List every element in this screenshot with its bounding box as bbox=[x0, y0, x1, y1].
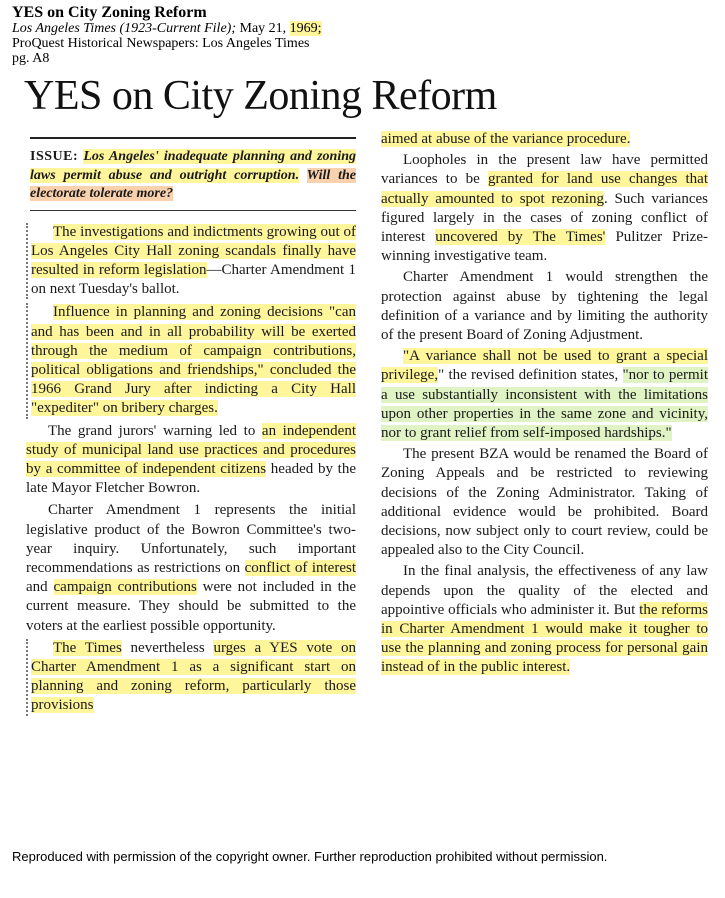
paragraph-10-a: In the final analysis, the effectiveness of any law depends upon the quality of the elected and appointive officials who administer it. But bbox=[381, 563, 708, 618]
paragraph-10-highlight: the reforms in Charter Amendment 1 would make it tougher to use the planning and zoning process for personal gain instead of in the public interest. bbox=[381, 601, 708, 676]
issue-text-1: Los Angeles' inadequate planning and zoning laws permit abuse and outright corruption. bbox=[30, 149, 357, 183]
citation-year: 1969; bbox=[289, 21, 322, 36]
paragraph-7: Charter Amendment 1 would strengthen the protection against abuse by tightening the legal definition of a variance and by limiting the authority of the present Board of Zoning Adjustment. bbox=[381, 269, 708, 344]
paragraph-9: The present BZA would be renamed the Board of Zoning Appeals and be restricted to reviewing decisions of the Zoning Administrator. Taking of additional evidence would be prohibited. Board decisions, now subject only to court review, could be appealed also to the City Council. bbox=[381, 446, 708, 559]
paragraph-5-highlight-2: urges a YES vote on Charter Amendment 1 as a significant start on planning and zoning reform, particularly those provisions bbox=[31, 639, 356, 714]
citation-title: YES on City Zoning Reform bbox=[12, 4, 207, 21]
paragraph-5 bbox=[26, 639, 356, 716]
citation-page: pg. A8 bbox=[12, 51, 50, 66]
citation-block bbox=[12, 4, 322, 66]
paragraph-1-rest: —Charter Amendment 1 on next Tuesday's ballot. bbox=[31, 261, 356, 298]
paragraph-6 bbox=[381, 151, 708, 266]
paragraph-4 bbox=[26, 501, 356, 635]
paragraph-8 bbox=[381, 347, 708, 443]
paragraph-3-highlight: an independent study of municipal land use practices and procedures by a committee of independent citizens bbox=[26, 422, 356, 477]
copyright-footer: Reproduced with permission of the copyright owner. Further reproduction prohibited without permission. bbox=[12, 849, 608, 864]
article-column-left bbox=[26, 148, 356, 716]
paragraph-6-highlight-1: granted for land use changes that actually amounted to spot rezoning bbox=[381, 171, 708, 207]
issue-box bbox=[30, 148, 356, 211]
paragraph-6-highlight-2: uncovered by The Times' bbox=[435, 229, 606, 246]
paragraph-2 bbox=[26, 303, 356, 418]
issue-text-2: Will the electorate tolerate more? bbox=[30, 167, 356, 201]
paragraph-8-highlight-1: "A variance shall not be used to grant a special privilege, bbox=[381, 348, 708, 384]
citation-database: ProQuest Historical Newspapers: Los Angeles Times bbox=[12, 36, 310, 51]
paragraph-8-highlight-2: "nor to permit a use substantially inconsistent with the limitations upon other properties in the same zone and vicinity, nor to grant relief from self-imposed hardships." bbox=[381, 367, 708, 442]
paragraph-continued-highlight: aimed at abuse of the variance procedure. bbox=[381, 131, 631, 147]
paragraph-3 bbox=[26, 422, 356, 499]
paragraph-1-highlight: The investigations and indictments growing out of Los Angeles City Hall zoning scandals finally have resulted in reform legislation bbox=[31, 223, 356, 278]
paragraph-1 bbox=[26, 223, 356, 300]
citation-source-line bbox=[12, 21, 322, 36]
citation-source: Los Angeles Times (1923-Current File); bbox=[12, 21, 236, 36]
article-column-right bbox=[381, 130, 708, 678]
paragraph-4-a: Charter Amendment 1 represents the initial legislative product of the Bowron Committee's two-year inquiry. Unfortunately, such important recommendations as restrictions on bbox=[26, 502, 356, 576]
paragraph-6-b: . Such variances figured largely in the cases of zoning conflict of interest bbox=[381, 190, 708, 246]
paragraph-4-b: and bbox=[26, 579, 54, 596]
paragraph-6-c: Pulitzer Prize-winning investigative team. bbox=[381, 229, 708, 265]
paragraph-8-a: " the revised definition states, bbox=[438, 367, 623, 384]
paragraph-4-highlight-2: campaign contributions bbox=[53, 579, 197, 596]
paragraph-5-a: nevertheless bbox=[121, 639, 214, 656]
citation-date: May 21, bbox=[239, 21, 287, 36]
article-headline: YES on City Zoning Reform bbox=[24, 73, 497, 119]
paragraph-5-highlight-1: The Times bbox=[53, 639, 122, 656]
headline-rule bbox=[30, 137, 356, 139]
issue-label: ISSUE: bbox=[30, 149, 79, 164]
paragraph-3-b: headed by the late Mayor Fletcher Bowron. bbox=[26, 460, 356, 497]
paragraph-2-highlight: Influence in planning and zoning decisions "can and has been and in all probability will be exerted through the medium of campaign contributions, political obligations and friendships," concluded the 1966 Grand Jury after indicting a City Hall "expediter" on bribery charges. bbox=[31, 304, 356, 417]
paragraph-4-c: were not included in the current measure. They should be submitted to the voters at the earliest possible opportunity. bbox=[26, 579, 356, 634]
paragraph-10 bbox=[381, 562, 708, 677]
paragraph-4-highlight-1: conflict of interest bbox=[244, 559, 357, 576]
paragraph-6-a: Loopholes in the present law have permitted variances to be bbox=[381, 152, 708, 188]
paragraph-3-a: The grand jurors' warning led to bbox=[48, 422, 262, 439]
paragraph-continued bbox=[381, 130, 708, 149]
